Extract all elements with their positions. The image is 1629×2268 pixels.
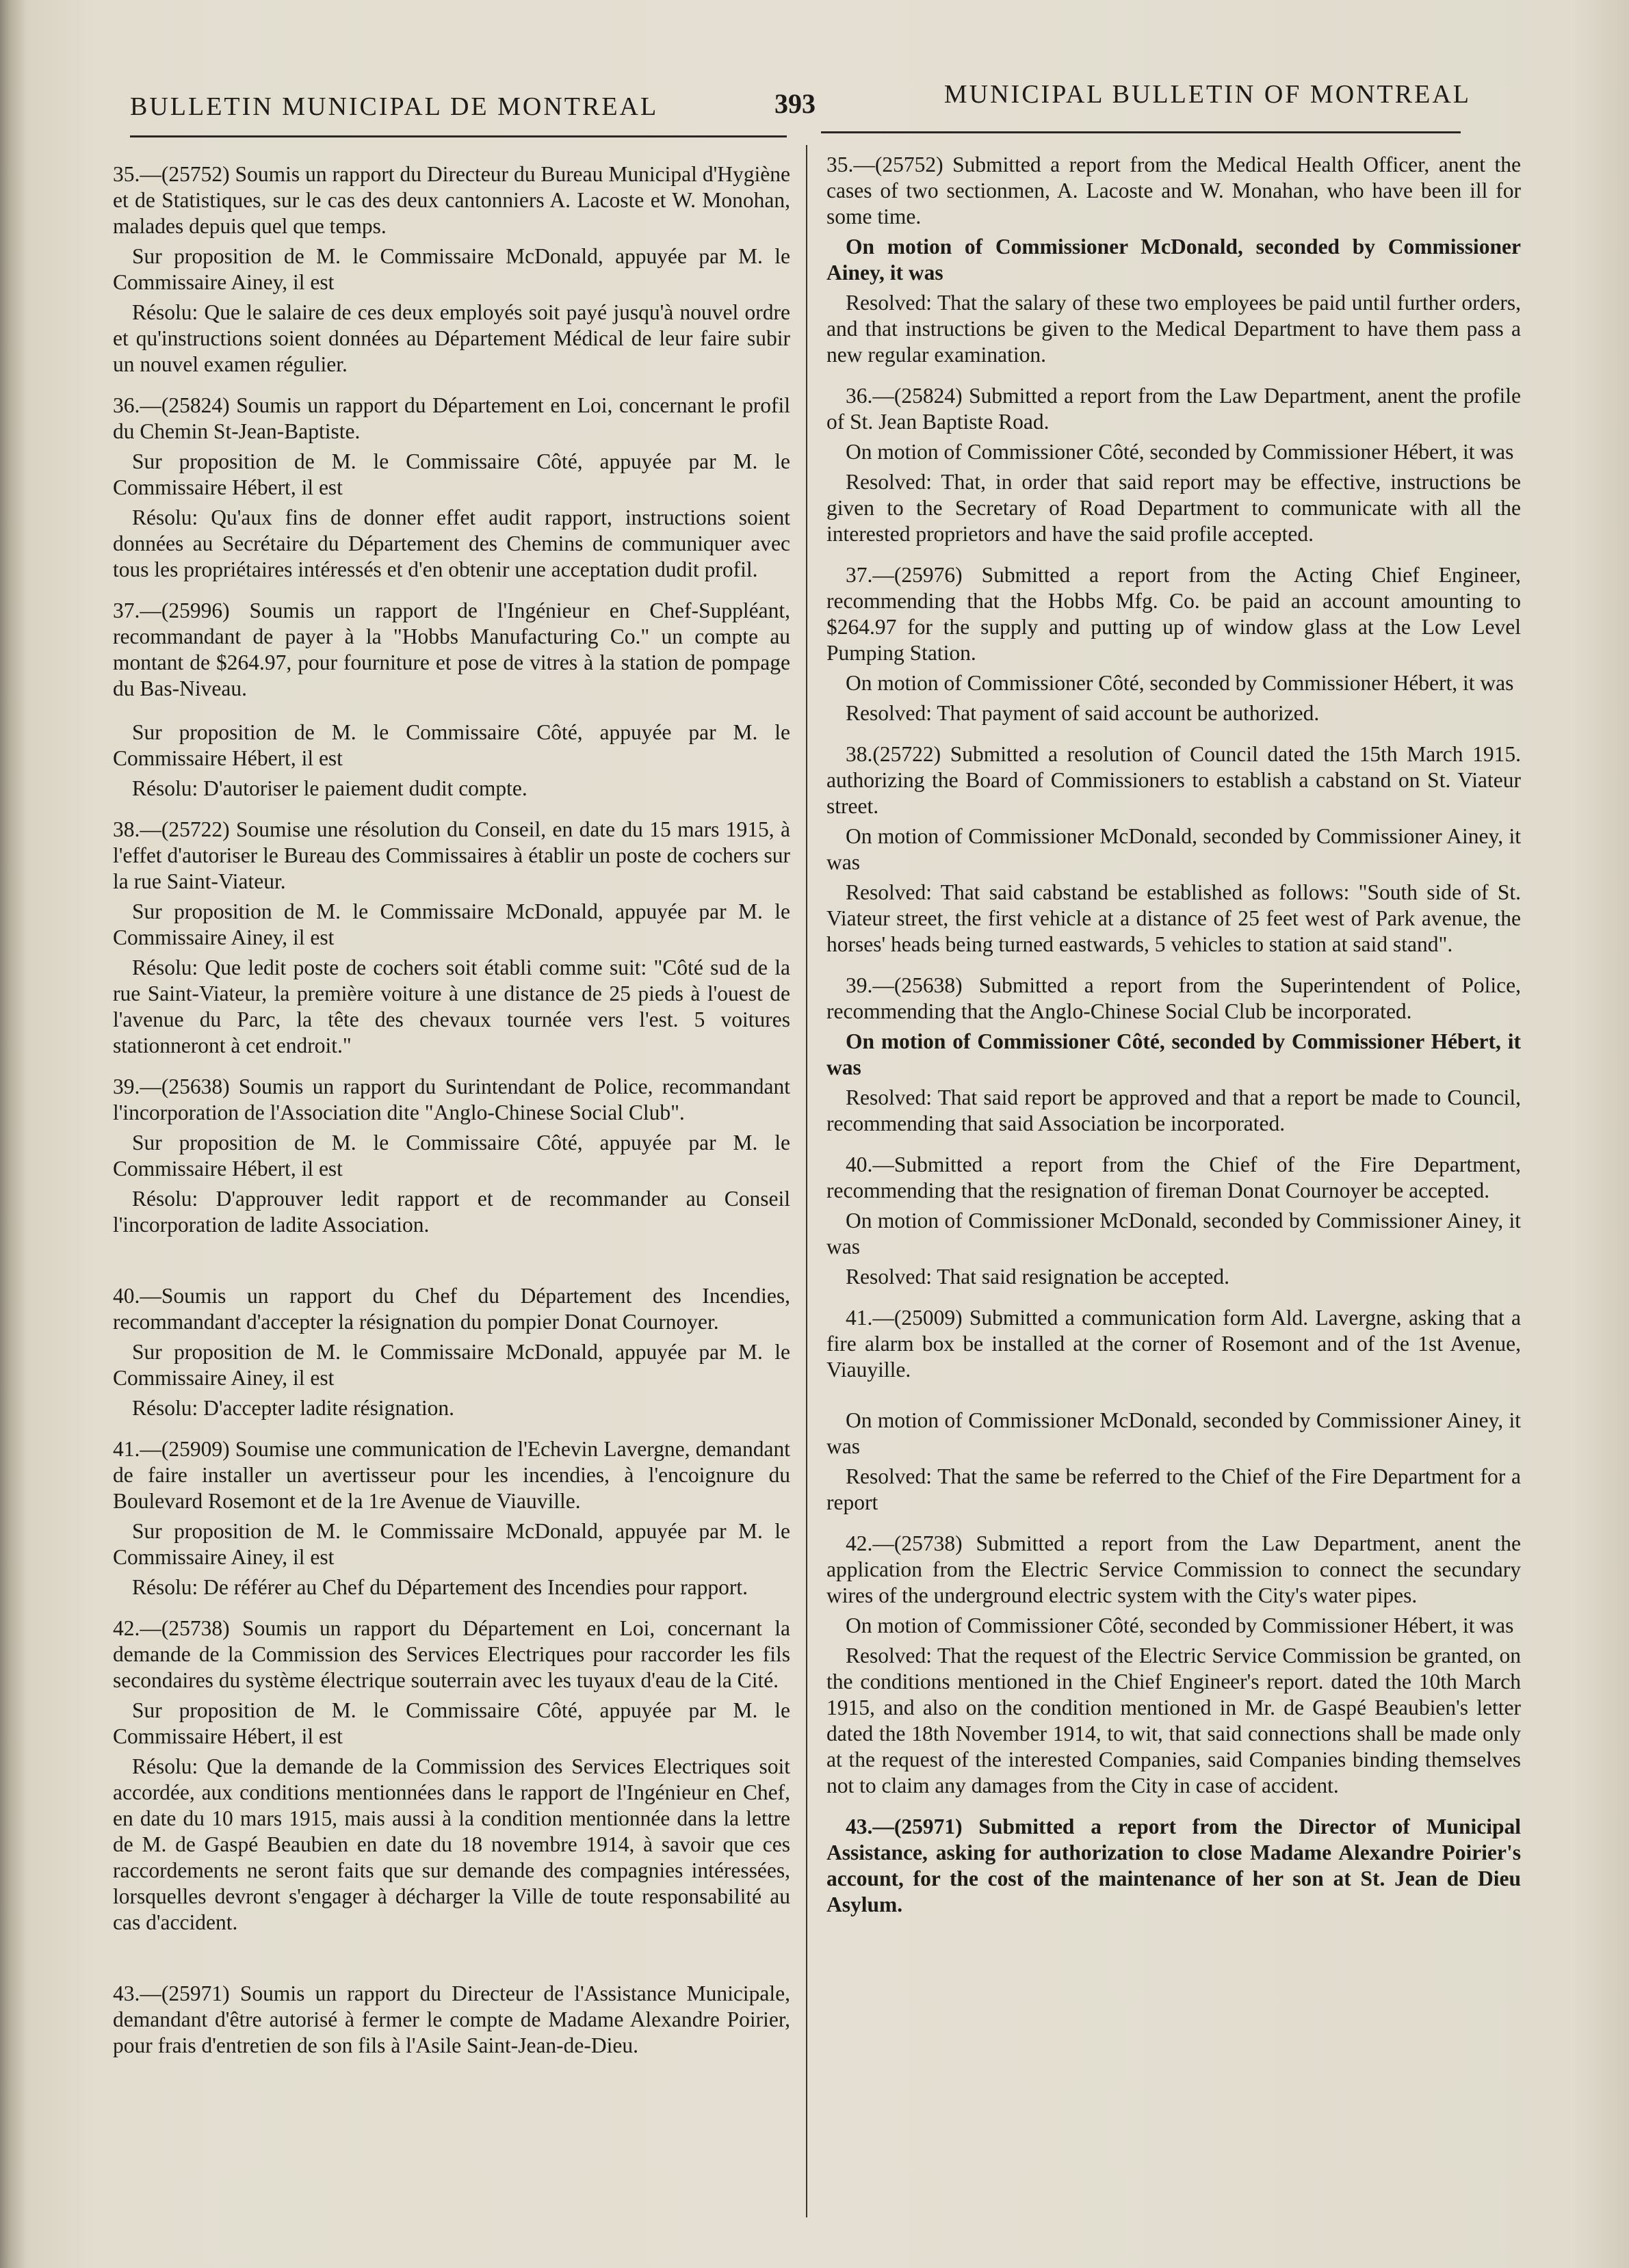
en-motion-35: On motion of Commissioner McDonald, seconded by Commissioner Ainey, it was: [826, 235, 1521, 285]
fr-item-43: [113, 1981, 790, 2059]
en-resolution-42: Resolved: That the request of the Electric Service Commission be granted, on the conditions mentioned in the Chief Engineer's report. dated the 10th March 1915, and also on the condition mentioned in Mr. de Gaspé Beaubien's letter dated the 18th November 1914, to wit, that said connections shall be made only at the request of the interested Companies, said Companies binding themselves not to claim any damages from the City in case of accident.: [826, 1644, 1521, 1797]
en-motion-38: On motion of Commissioner McDonald, seconded by Commissioner Ainey, it was: [826, 824, 1521, 874]
fr-item-42: [113, 1616, 790, 1936]
fr-resolution-39: Résolu: D'approuver ledit rapport et de recommander au Conseil l'incorporation de ladite Association.: [113, 1187, 790, 1237]
fr-motion-37: Sur proposition de M. le Commissaire Côté, appuyée par M. le Commissaire Hébert, il est: [113, 720, 790, 770]
en-motion-40: On motion of Commissioner McDonald, seconded by Commissioner Ainey, it was: [826, 1209, 1521, 1258]
fr-motion-36: Sur proposition de M. le Commissaire Côté, appuyée par M. le Commissaire Hébert, il est: [113, 449, 790, 499]
page-number: 393: [774, 88, 816, 119]
en-motion-39: On motion of Commissioner Côté, seconded by Commissioner Hébert, it was: [826, 1029, 1521, 1079]
french-column: [113, 161, 790, 2074]
header-title-english: MUNICIPAL BULLETIN OF MONTREAL: [943, 80, 1471, 109]
en-resolution-35: Resolved: That the salary of these two employees be paid until further orders, and that instructions be given to the Medical Department to have them pass a new regular examination.: [826, 291, 1521, 367]
en-report-43: 43.—(25971) Submitted a report from the Director of Municipal Assistance, asking for authorization to close Madame Alexandre Poirier's account, for the cost of the maintenance of her son at St. Jean de Dieu Asylum.: [826, 1815, 1521, 1916]
header-rule-left: [130, 135, 787, 137]
en-item-41: [826, 1305, 1521, 1516]
fr-resolution-37: Résolu: D'autoriser le paiement dudit compte.: [132, 776, 527, 800]
fr-motion-38: Sur proposition de M. le Commissaire McDonald, appuyée par M. le Commissaire Ainey, il est: [113, 899, 790, 949]
fr-resolution-41: Résolu: De référer au Chef du Département des Incendies pour rapport.: [132, 1575, 748, 1599]
fr-motion-35: Sur proposition de M. le Commissaire McDonald, appuyée par M. le Commissaire Ainey, il est: [113, 244, 790, 294]
en-report-38: 38.(25722) Submitted a resolution of Council dated the 15th March 1915. authorizing the Board of Commissioners to establish a cabstand on St. Viateur street.: [826, 742, 1521, 818]
fr-report-36: 36.—(25824) Soumis un rapport du Département en Loi, concernant le profil du Chemin St-Jean-Baptiste.: [113, 393, 790, 443]
fr-report-38: 38.—(25722) Soumise une résolution du Conseil, en date du 15 mars 1915, à l'effet d'autoriser le Bureau des Commissaires à établir un poste de cochers sur la rue Saint-Viateur.: [113, 817, 790, 893]
en-report-35: 35.—(25752) Submitted a report from the Medical Health Officer, anent the cases of two sectionmen, A. Lacoste and W. Monahan, who have been ill for some time.: [826, 153, 1521, 228]
fr-item-40: [113, 1283, 790, 1421]
fr-item-35: [113, 161, 790, 378]
fr-spacer-2: [113, 1951, 790, 1981]
header-rule-right: [821, 131, 1461, 133]
en-resolution-36: Resolved: That, in order that said report may be effective, instructions be given to the Secretary of Road Department to communicate with all the interested proprietors and have the said profile accepted.: [826, 470, 1521, 546]
en-report-40: 40.—Submitted a report from the Chief of the Fire Department, recommending that the resignation of fireman Donat Cournoyer be accepted.: [826, 1152, 1521, 1202]
page-header: [130, 74, 1471, 129]
en-motion-42: On motion of Commissioner Côté, seconded by Commissioner Hébert, it was: [846, 1613, 1514, 1637]
fr-spacer: [113, 1253, 790, 1283]
en-report-41: 41.—(25009) Submitted a communication form Ald. Lavergne, asking that a fire alarm box be installed at the corner of Rosemont and of the 1st Avenue, Viauyille.: [826, 1306, 1521, 1382]
en-item-37: [826, 562, 1521, 726]
en-motion-37: On motion of Commissioner Côté, seconded by Commissioner Hébert, it was: [846, 671, 1514, 695]
fr-report-35: 35.—(25752) Soumis un rapport du Directeur du Bureau Municipal d'Hygiène et de Statistiques, sur le cas des deux cantonniers A. Lacoste et W. Monohan, malades depuis quel que temps.: [113, 162, 790, 238]
fr-report-37: 37.—(25996) Soumis un rapport de l'Ingénieur en Chef-Suppléant, recommandant de payer à la "Hobbs Manufacturing Co." un compte au montant de $264.97, pour fourniture et pose de vitres à la station de pompage du Bas-Niveau.: [113, 598, 790, 700]
en-report-36: 36.—(25824) Submitted a report from the Law Department, anent the profile of St. Jean Baptiste Road.: [826, 384, 1521, 434]
en-item-36: [826, 383, 1521, 547]
fr-motion-39: Sur proposition de M. le Commissaire Côté, appuyée par M. le Commissaire Hébert, il est: [113, 1131, 790, 1181]
fr-resolution-40: Résolu: D'accepter ladite résignation.: [132, 1396, 455, 1420]
header-title-french: BULLETIN MUNICIPAL DE MONTREAL: [130, 92, 659, 121]
fr-item-37: [113, 598, 790, 802]
fr-motion-41: Sur proposition de M. le Commissaire McDonald, appuyée par M. le Commissaire Ainey, il est: [113, 1519, 790, 1569]
fr-item-41: [113, 1436, 790, 1600]
fr-resolution-35: Résolu: Que le salaire de ces deux employés soit payé jusqu'à nouvel ordre et qu'instructions soient données au Département Médical de leur faire subir un nouvel examen régulier.: [113, 300, 790, 376]
en-resolution-41: Resolved: That the same be referred to the Chief of the Fire Department for a report: [826, 1464, 1521, 1514]
en-item-38: [826, 741, 1521, 958]
en-motion-36: On motion of Commissioner Côté, seconded by Commissioner Hébert, it was: [846, 440, 1514, 464]
fr-motion-40: Sur proposition de M. le Commissaire McDonald, appuyée par M. le Commissaire Ainey, il est: [113, 1340, 790, 1390]
en-item-40: [826, 1152, 1521, 1290]
fr-report-39: 39.—(25638) Soumis un rapport du Surintendant de Police, recommandant l'incorporation de l'Association dite "Anglo-Chinese Social Club".: [113, 1074, 790, 1124]
en-item-39: [826, 973, 1521, 1137]
fr-motion-42: Sur proposition de M. le Commissaire Côté, appuyée par M. le Commissaire Hébert, il est: [113, 1698, 790, 1748]
fr-resolution-42: Résolu: Que la demande de la Commission des Services Electriques soit accordée, aux conditions mentionnées dans le rapport de l'Ingénieur en Chef, en date du 10 mars 1915, mais aussi à la condition mentionnée dans la lettre de M. de Gaspé Beaubien en date du 18 novembre 1914, à savoir que ces raccordements ne seront faits que sur demande des compagnies intéressées, lorsquelles devront s'engager à décharger la Ville de toute responsabilité au cas d'accident.: [113, 1754, 790, 1934]
fr-report-43: 43.—(25971) Soumis un rapport du Directeur de l'Assistance Municipale, demandant d'être autorisé à fermer le compte de Madame Alexandre Poirier, pour frais d'entretien de son fils à l'Asile Saint-Jean-de-Dieu.: [113, 1981, 790, 2057]
fr-resolution-38: Résolu: Que ledit poste de cochers soit établi comme suit: "Côté sud de la rue Saint-Viateur, la première voiture à une distance de 25 pieds à l'ouest de l'avenue du Parc, la tête des chevaux tournée vers l'est. 5 voitures stationneront à cet endroit.": [113, 955, 790, 1057]
fr-resolution-36: Résolu: Qu'aux fins de donner effet audit rapport, instructions soient données au Secrétaire du Département des Chemins de communiquer avec tous les propriétaires intéressés et d'en obtenir une acceptation dudit profil.: [113, 505, 790, 581]
fr-report-42: 42.—(25738) Soumis un rapport du Département en Loi, concernant la demande de la Commission des Services Electriques pour raccorder les fils secondaires du système électrique souterrain avec les tuyaux d'eau de la Cité.: [113, 1616, 790, 1692]
en-resolution-40: Resolved: That said resignation be accepted.: [846, 1265, 1229, 1289]
en-resolution-37: Resolved: That payment of said account be authorized.: [846, 701, 1320, 725]
fr-report-41: 41.—(25909) Soumise une communication de l'Echevin Lavergne, demandant de faire installer un avertisseur pour les incendies, à l'encoignure du Boulevard Rosemont et de la 1re Avenue de Viauville.: [113, 1437, 790, 1513]
en-report-37: 37.—(25976) Submitted a report from the Acting Chief Engineer, recommending that the Hobbs Mfg. Co. be paid an account amounting to $264.97 for the supply and putting up of window glass at the Low Level Pumping Station.: [826, 563, 1521, 665]
en-resolution-39: Resolved: That said report be approved and that a report be made to Council, recommending that said Association be incorporated.: [826, 1085, 1521, 1135]
fr-item-38: [113, 817, 790, 1059]
en-resolution-38: Resolved: That said cabstand be established as follows: "South side of St. Viateur street, the first vehicle at a distance of 25 feet west of Park avenue, the horses' heads being turned eastwards, 5 vehicles to station at said stand".: [826, 880, 1521, 956]
english-column: [826, 152, 1521, 1933]
en-report-39: 39.—(25638) Submitted a report from the Superintendent of Police, recommending that the Anglo-Chinese Social Club be incorporated.: [826, 973, 1521, 1023]
fr-item-39: [113, 1074, 790, 1238]
column-divider: [806, 145, 807, 2217]
fr-report-40: 40.—Soumis un rapport du Chef du Département des Incendies, recommandant d'accepter la résignation du pompier Donat Cournoyer.: [113, 1284, 790, 1334]
en-report-42: 42.—(25738) Submitted a report from the Law Department, anent the application from the Electric Service Commission to connect the secundary wires of the underground electric system with the City's water pipes.: [826, 1531, 1521, 1607]
fr-item-36: [113, 393, 790, 583]
en-item-43: [826, 1814, 1521, 1918]
en-item-42: [826, 1531, 1521, 1799]
en-motion-41: On motion of Commissioner McDonald, seconded by Commissioner Ainey, it was: [826, 1408, 1521, 1458]
en-item-35: [826, 152, 1521, 368]
